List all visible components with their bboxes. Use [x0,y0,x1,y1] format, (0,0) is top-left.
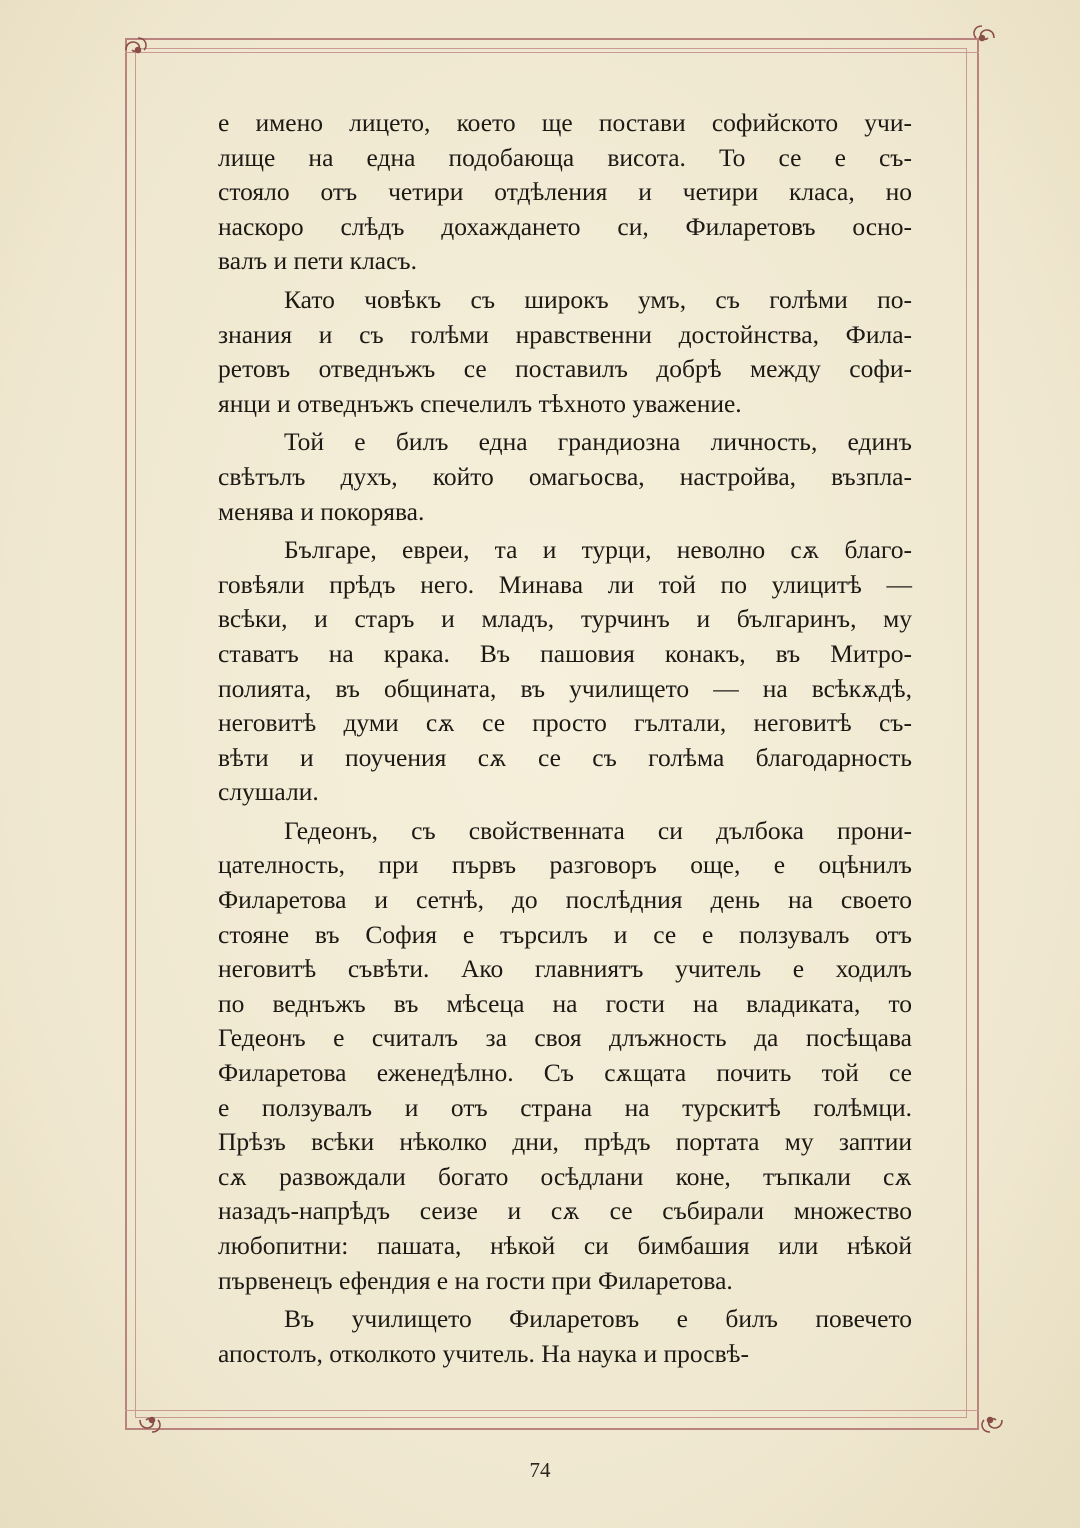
text-line: Филаретова и сетнѣ, до послѣдния день на своето [218,885,912,915]
page-number: 74 [529,1458,551,1482]
corner-ornament-top-left-icon [118,30,158,70]
border-rule-bottom [125,1410,979,1411]
paragraph [218,533,912,810]
paragraph [218,106,912,279]
text-line: говѣяли прѣдъ него. Минава ли той по улицитѣ — [218,569,912,599]
text-line: Филаретова еженедѣлно. Съ сѫщата почить той се [218,1058,912,1088]
border-rule-top [125,52,979,53]
text-line: цателность, при първъ разговоръ още, е оцѣнилъ [218,850,912,880]
text-line: янци и отведнъжъ спечелилъ тѣхното уважение. [218,388,742,418]
paragraph [218,283,912,421]
text-line: Гедеонъ, съ свойственната си дълбока прони- [284,815,912,845]
paragraph [218,1302,912,1371]
text-line: е ползувалъ и отъ страна на турскитѣ голѣмци. [218,1092,912,1122]
text-line: слушали. [218,777,319,807]
paragraph [218,425,912,529]
text-line: Въ училището Филаретовъ е билъ повечето [284,1304,912,1334]
text-line: ставатъ на крака. Въ пашовия конакъ, въ Митро- [218,638,912,668]
text-line: лище на една подобающа висота. То се е съ- [218,142,912,172]
text-line: назадъ-напрѣдъ сеизе и сѫ се събирали множество [218,1196,912,1226]
text-line: Прѣзъ всѣки нѣколко дни, прѣдъ портата му заптии [218,1127,912,1157]
text-line: Той е билъ една грандиозна личность, единъ [284,427,912,457]
text-line: всѣки, и старъ и младъ, турчинъ и българинъ, му [218,604,912,634]
text-line: неговитѣ съвѣти. Ако главниятъ учитель е ходилъ [218,954,912,984]
text-line: полията, въ общината, въ училището — на всѣкѫдѣ, [218,673,912,703]
text-line: свѣтълъ духъ, който омагьосва, настройва, възпла- [218,461,912,491]
text-line: любопитни: пашата, нѣкой си бимбашия или нѣкой [218,1231,912,1260]
body-text [218,106,912,1375]
text-line: валъ и пети класъ. [218,246,417,276]
text-line: е имено лицето, което ще постави софийското учи- [218,108,912,137]
text-line: стояне въ София е търсилъ и се е ползувалъ отъ [218,919,912,949]
corner-ornament-bottom-right-icon [970,1400,1010,1440]
text-line: по веднъжъ въ мѣсеца на гости на владиката, то [218,988,912,1018]
text-line: Гедеонъ е считалъ за своя длъжность да посѣщава [218,1023,912,1053]
text-line: Като човѣкъ съ широкъ умъ, съ голѣми по- [284,284,912,314]
paragraph [218,814,912,1298]
text-line: менява и покорява. [218,496,425,526]
text-line: сѫ развождали богато осѣдлани коне, тъпкали сѫ [218,1161,912,1191]
text-line: неговитѣ думи сѫ се просто гълтали, неговитѣ съ- [218,708,912,738]
text-line: наскоро слѣдъ дохаждането си, Филаретовъ осно- [218,211,912,241]
corner-ornament-bottom-left-icon [132,1400,172,1440]
text-line: знания и съ голѣми нравственни достойнства, Фила- [218,319,912,349]
text-line: ретовъ отведнъжъ се поставилъ добрѣ между софи- [218,354,912,384]
text-line: стояло отъ четири отдѣления и четири класа, но [218,177,912,207]
text-line: вѣти и поучения сѫ се съ голѣма благодарность [218,742,912,772]
text-line: първенецъ ефендия е на гости при Филаретова. [218,1265,733,1295]
text-line: апостолъ, отколкото учитель. На наука и просвѣ- [218,1338,749,1368]
text-line: Българе, евреи, та и турци, неволно сѫ благо- [284,535,912,565]
corner-ornament-top-right-icon [962,18,1002,58]
